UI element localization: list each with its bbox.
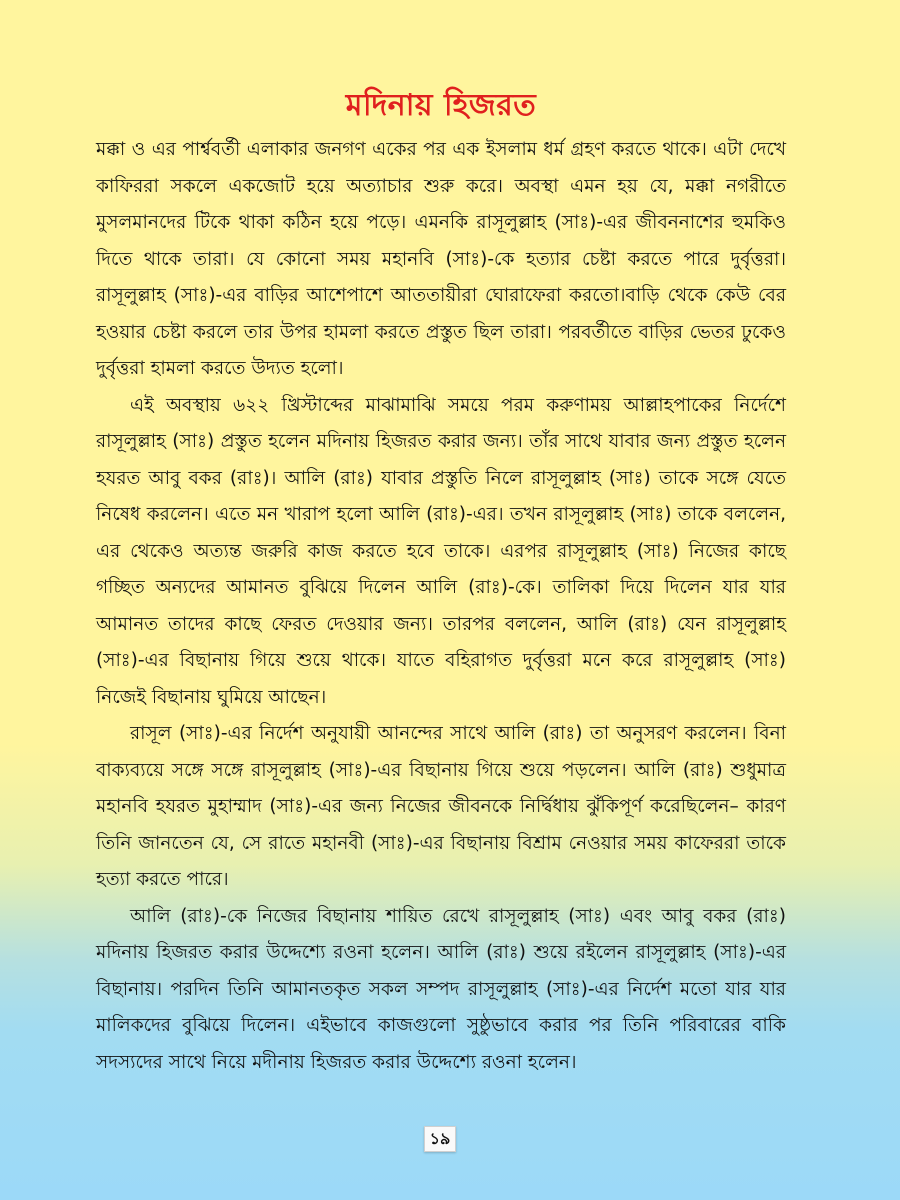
paragraph-3: রাসূল (সাঃ)-এর নির্দেশ অনুযায়ী আনন্দের সাথে আলি (রাঃ) তা অনুসরণ করলেন। বিনা বাক্যব্যয়ে সঙ্গে সঙ্গে রাসূলুল্লাহ (সাঃ)-এর বিছানায় গিয়ে শুয়ে পড়লেন। আলি (রাঃ) শুধুমাত্র মহানবি হযরত মুহাম্মাদ (সাঃ)-এর জন্য নিজের জীবনকে নির্দ্বিধায় ঝুঁকিপূর্ণ করেছিলেন– কারণ তিনি জানতেন যে, সে রাতে মহানবী (সাঃ)-এর বিছানায় বিশ্রাম নেওয়ার সময় কাফেররা তাকে হত্যা করতে পারে। [96, 723, 786, 890]
paragraph-4: আলি (রাঃ)-কে নিজের বিছানায় শায়িত রেখে রাসূলুল্লাহ (সাঃ) এবং আবু বকর (রাঃ) মদিনায় হিজরত করার উদ্দেশ্যে রওনা হলেন। আলি (রাঃ) শুয়ে রইলেন রাসূলুল্লাহ (সাঃ)-এর বিছানায়। পরদিন তিনি আমানতকৃত সকল সম্পদ রাসূলুল্লাহ (সাঃ)-এর নির্দেশ মতো যার যার মালিকদের বুঝিয়ে দিলেন। এইভাবে কাজগুলো সুষ্ঠুভাবে করার পর তিনি পরিবারের বাকি সদস্যদের সাথে নিয়ে মদীনায় হিজরত করার উদ্দেশ্যে রওনা হলেন। [96, 905, 786, 1073]
page-title: মদিনায় হিজরত [345, 88, 537, 123]
page-number: ১৯ [424, 1126, 456, 1152]
paragraph-2: এই অবস্থায় ৬২২ খ্রিস্টাব্দের মাঝামাঝি সময়ে পরম করুণাময় আল্লাহপাকের নির্দেশে রাসূলুল্লাহ (সাঃ) প্রস্তুত হলেন মদিনায় হিজরত করার জন্য। তাঁর সাথে যাবার জন্য প্রস্তুত হলেন হযরত আবু বকর (রাঃ)। আলি (রাঃ) যাবার প্রস্তুতি নিলে রাসূলুল্লাহ (সাঃ) তাকে সঙ্গে যেতে নিষেধ করলেন। এতে মন খারাপ হলো আলি (রাঃ)-এর। তখন রাসূলুল্লাহ (সাঃ) তাকে বললেন, এর থেকেও অত্যন্ত জরুরি কাজ করতে হবে তাকে। এরপর রাসূলুল্লাহ (সাঃ) নিজের কাছে গচ্ছিত অন্যদের আমানত বুঝিয়ে দিলেন আলি (রাঃ)-কে। তালিকা দিয়ে দিলেন যার যার আমানত তাদের কাছে ফেরত দেওয়ার জন্য। তারপর বললেন, আলি (রাঃ) যেন রাসূলুল্লাহ (সাঃ)-এর বিছানায় গিয়ে শুয়ে থাকে। যাতে বহিরাগত দুর্বৃত্তরা মনে করে রাসূলুল্লাহ (সাঃ) নিজেই বিছানায় ঘুমিয়ে আছেন। [96, 394, 786, 708]
document-page [96, 84, 786, 1081]
paragraph-1: মক্কা ও এর পার্শ্ববর্তী এলাকার জনগণ একের পর এক ইসলাম ধর্ম গ্রহণ করতে থাকে। এটা দেখে কাফিররা সকলে একজোট হয়ে অত্যাচার শুরু করে। অবস্থা এমন হয় যে, মক্কা নগরীতে মুসলমানদের টিকে থাকা কঠিন হয়ে পড়ে। এমনকি রাসূলুল্লাহ (সাঃ)-এর জীবননাশের হুমকিও দিতে থাকে তারা। যে কোনো সময় মহানবি (সাঃ)-কে হত্যার চেষ্টা করতে পারে দুর্বৃত্তরা। রাসূলুল্লাহ (সাঃ)-এর বাড়ির আশেপাশে আততায়ীরা ঘোরাফেরা করতো।বাড়ি থেকে কেউ বের হওয়ার চেষ্টা করলে তার উপর হামলা করতে প্রস্তুত ছিল তারা। পরবর্তীতে বাড়ির ভেতর ঢুকেও দুর্বৃত্তরা হামলা করতে উদ্যত হলো। [96, 139, 786, 379]
